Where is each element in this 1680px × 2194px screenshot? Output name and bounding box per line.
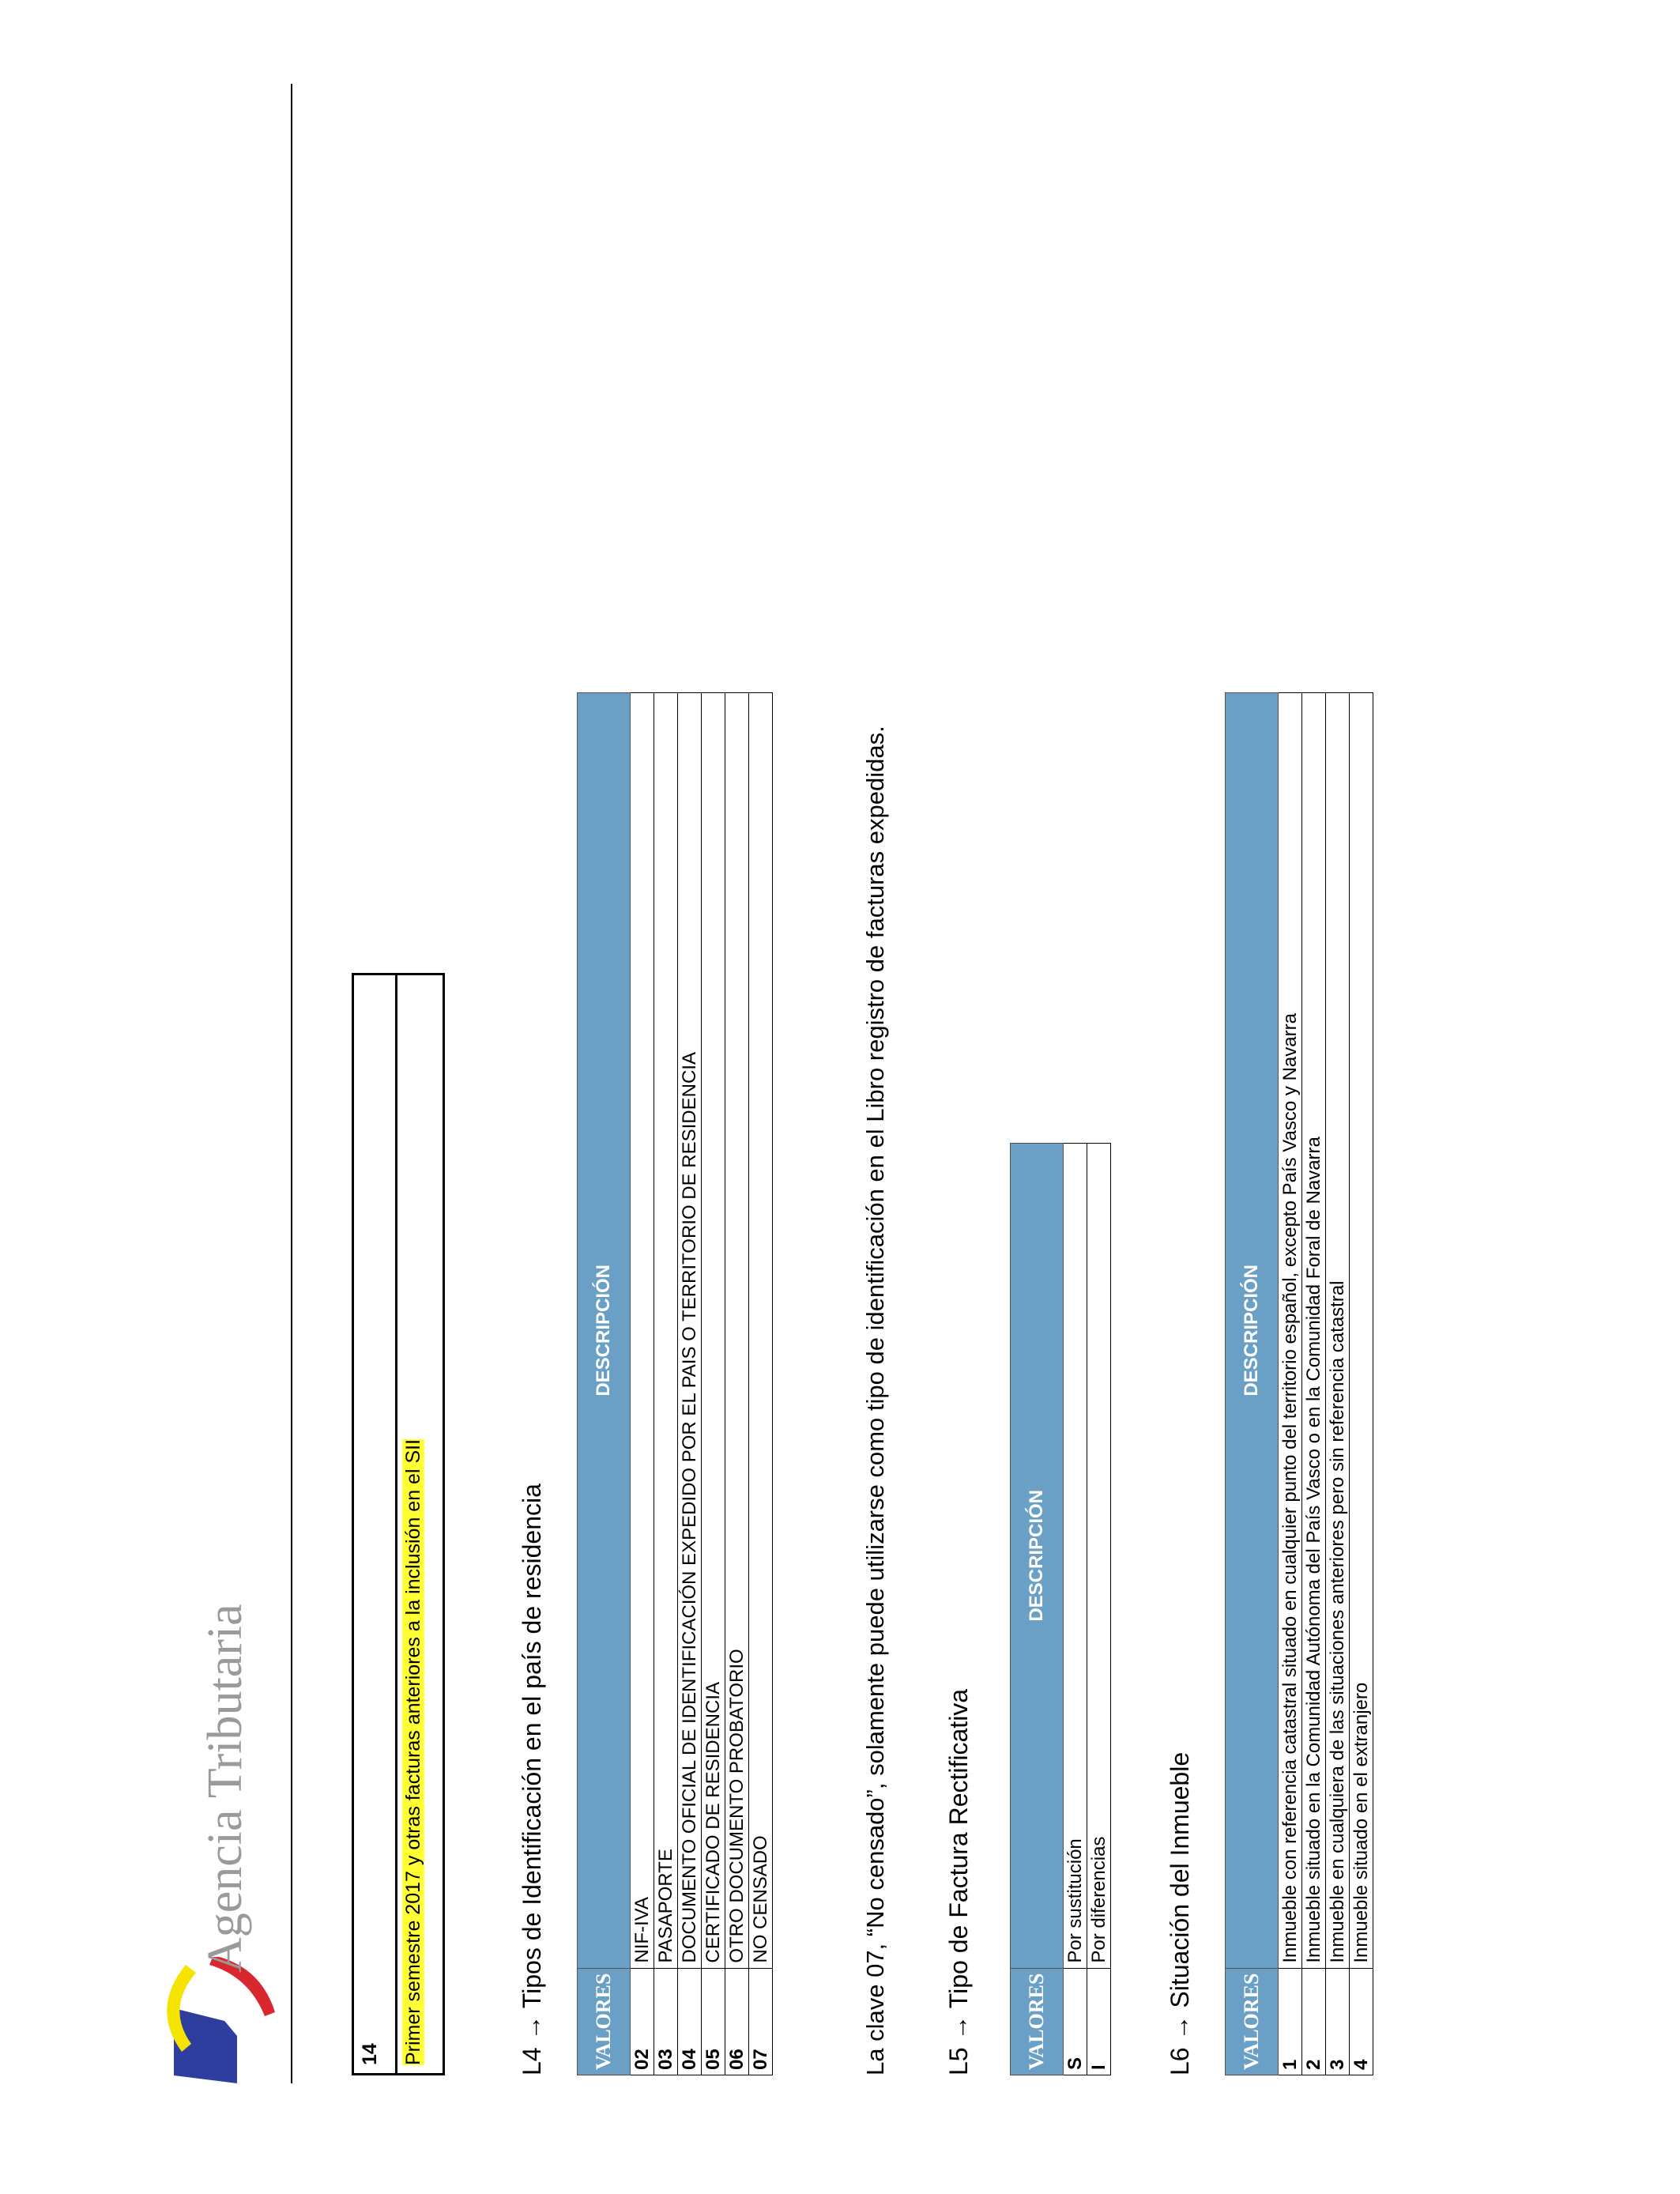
table-row xyxy=(702,693,725,2075)
row-value: 07 xyxy=(749,1968,773,2075)
l6-table xyxy=(1225,692,1373,2075)
table-row xyxy=(1064,1144,1087,2075)
row-value: 05 xyxy=(702,1968,725,2075)
table-row xyxy=(1279,693,1302,2075)
row-value: 1 xyxy=(1279,1968,1302,2075)
table-row xyxy=(1302,693,1326,2075)
table-row xyxy=(631,693,654,2075)
row-description: CERTIFICADO DE RESIDENCIA xyxy=(702,693,725,1969)
row-description: Por sustitución xyxy=(1064,1144,1087,1969)
row-value: 06 xyxy=(725,1968,749,2075)
row-description: Inmueble situado en el extranjero xyxy=(1350,693,1373,1969)
key-description: Primer semestre 2017 y otras facturas anteriores a la inclusión en el SII xyxy=(402,1438,424,2065)
table-row xyxy=(725,693,749,2075)
row-value: S xyxy=(1064,1968,1087,2075)
key-box xyxy=(352,973,445,2075)
row-value: I xyxy=(1087,1968,1111,2075)
l4-table xyxy=(577,692,773,2075)
row-description: DOCUMENTO OFICIAL DE IDENTIFICACIÓN EXPEDIDO POR EL PAIS O TERRITORIO DE RESIDENCIA xyxy=(678,693,702,1969)
row-value: 2 xyxy=(1302,1968,1326,2075)
row-description: Inmueble con referencia catastral situado en cualquier punto del territorio español, excepto País Vasco y Navarra xyxy=(1279,693,1302,1969)
l4-note: La clave 07, “No censado”, solamente puede utilizarse como tipo de identificación en el Libro registro de facturas expedidas. xyxy=(861,726,889,2075)
table-row xyxy=(749,693,773,2075)
row-description: OTRO DOCUMENTO PROBATORIO xyxy=(725,693,749,1969)
l6-title: L6 → Situación del Inmueble xyxy=(1166,1751,1194,2075)
table-header-row xyxy=(1011,1144,1064,2075)
l5-table xyxy=(1010,1143,1111,2075)
row-value: 03 xyxy=(654,1968,678,2075)
row-description: NIF-IVA xyxy=(631,693,654,1969)
row-value: 02 xyxy=(631,1968,654,2075)
row-description: Inmueble en cualquiera de las situaciones anteriores pero sin referencia catastral xyxy=(1326,693,1350,1969)
column-header-values: VALORES xyxy=(1226,1968,1279,2075)
column-header-description: DESCRIPCIÓN xyxy=(578,693,631,1969)
row-value: 3 xyxy=(1326,1968,1350,2075)
column-header-values: VALORES xyxy=(578,1968,631,2075)
agency-name: Agencia Tributaria xyxy=(198,1604,252,1973)
table-header-row xyxy=(1226,693,1279,2075)
l5-title: L5 → Tipo de Factura Rectificativa xyxy=(944,1688,973,2075)
key-description-cell xyxy=(397,974,444,2075)
row-description: NO CENSADO xyxy=(749,693,773,1969)
column-header-values: VALORES xyxy=(1011,1968,1064,2075)
table-row xyxy=(1087,1144,1111,2075)
column-header-description: DESCRIPCIÓN xyxy=(1226,693,1279,1969)
table-row xyxy=(654,693,678,2075)
key-code: 14 xyxy=(353,974,397,2075)
row-description: Por diferencias xyxy=(1087,1144,1111,1969)
l4-title: L4 → Tipos de Identificación en el país de residencia xyxy=(518,1483,546,2075)
column-header-description: DESCRIPCIÓN xyxy=(1011,1144,1064,1969)
table-row xyxy=(678,693,702,2075)
header-divider xyxy=(291,84,292,2083)
table-row xyxy=(1350,693,1373,2075)
page-header xyxy=(150,1293,284,2083)
agencia-tributaria-logo xyxy=(150,1957,277,2083)
row-value: 04 xyxy=(678,1968,702,2075)
row-value: 4 xyxy=(1350,1968,1373,2075)
table-header-row xyxy=(578,693,631,2075)
row-description: Inmueble situado en la Comunidad Autónoma del País Vasco o en la Comunidad Foral de Navarra xyxy=(1302,693,1326,1969)
table-row xyxy=(1326,693,1350,2075)
row-description: PASAPORTE xyxy=(654,693,678,1969)
